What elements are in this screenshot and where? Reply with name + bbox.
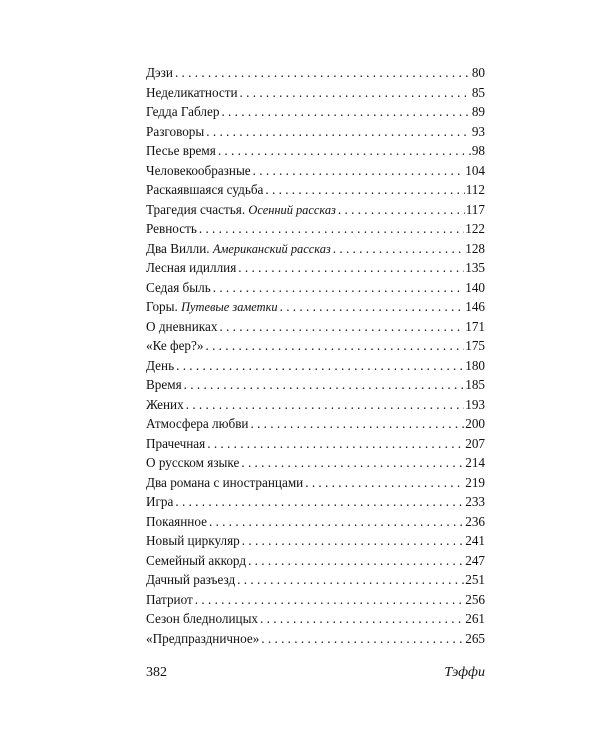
toc-dot-leader (237, 570, 464, 590)
toc-entry-title (146, 395, 184, 415)
toc-dot-leader (176, 356, 464, 376)
toc-entry (146, 609, 485, 629)
toc-entry-page: 251 (465, 572, 485, 587)
toc-entry (146, 473, 485, 493)
toc-entry-page: 89 (471, 104, 485, 119)
toc-entry-main-title: Седая быль (146, 279, 211, 295)
toc-entry (146, 122, 485, 142)
toc-entry-title (146, 492, 173, 512)
table-of-contents (146, 63, 485, 648)
toc-entry (146, 375, 485, 395)
toc-entry-main-title: О дневниках (146, 318, 218, 334)
toc-entry (146, 258, 485, 278)
toc-entry-page: 104 (465, 162, 485, 178)
toc-dot-leader (248, 551, 464, 571)
toc-dot-leader (195, 590, 464, 610)
toc-entry-subtitle: Американский рассказ (212, 241, 331, 256)
toc-entry-page: 214 (465, 455, 485, 470)
toc-entry-main-title: Сезон бледнолицых (146, 611, 259, 626)
toc-entry-title (146, 83, 238, 103)
toc-entry (146, 629, 485, 649)
toc-entry-main-title: «Ке фер?» (146, 338, 204, 353)
toc-entry-main-title: Прачечная (146, 435, 206, 451)
toc-entry (146, 141, 485, 161)
toc-entry-title (146, 414, 248, 434)
toc-entry-page: 122 (465, 221, 485, 236)
toc-entry-page: 219 (465, 474, 485, 490)
toc-entry-title (146, 434, 205, 454)
toc-entry-title (146, 453, 239, 473)
toc-entry-title (146, 512, 207, 532)
toc-entry-main-title: «Предпраздничное» (146, 630, 260, 646)
toc-dot-leader (219, 317, 464, 337)
toc-dot-leader (240, 83, 471, 103)
toc-entry (146, 336, 485, 356)
toc-entry (146, 219, 485, 239)
toc-entry (146, 531, 485, 551)
toc-entry-page: 85 (471, 84, 485, 100)
toc-entry-main-title: Время (146, 377, 182, 392)
toc-entry (146, 180, 485, 200)
toc-entry-main-title: Новый циркуляр (146, 533, 240, 548)
toc-entry-main-title: Горы. (146, 299, 178, 314)
toc-entry-main-title: Патриот (146, 591, 193, 607)
toc-entry-page: 180 (465, 357, 485, 373)
toc-entry-page: 241 (465, 533, 485, 548)
toc-entry-page: 185 (465, 377, 485, 392)
toc-dot-leader (205, 336, 464, 356)
toc-entry-main-title: Два Вилли. (146, 240, 210, 256)
toc-dot-leader (280, 297, 465, 317)
toc-dot-leader (175, 492, 464, 512)
toc-dot-leader (260, 609, 464, 629)
toc-entry-main-title: Лесная идиллия (146, 260, 237, 275)
toc-dot-leader (250, 414, 464, 434)
toc-entry-main-title: Ревность (146, 221, 197, 236)
toc-dot-leader (261, 629, 464, 649)
toc-entry-main-title: Покаянное (146, 513, 207, 529)
toc-entry-main-title: Гедда Габлер (146, 104, 220, 119)
toc-entry-page: 80 (471, 65, 485, 80)
toc-entry-page: 265 (465, 630, 485, 646)
toc-entry-subtitle: Путевые заметки (181, 300, 278, 314)
toc-entry-main-title: Разговоры (146, 123, 205, 139)
toc-entry-page: 171 (465, 318, 485, 334)
toc-entry-page: 261 (465, 611, 485, 626)
toc-entry-main-title: Человекообразные (146, 162, 251, 178)
toc-entry (146, 590, 485, 610)
toc-entry (146, 200, 485, 220)
toc-entry-main-title: Песье время (146, 143, 216, 158)
toc-entry (146, 161, 485, 181)
toc-entry (146, 83, 485, 103)
toc-dot-leader (241, 453, 464, 473)
toc-entry (146, 570, 485, 590)
toc-entry-title (146, 239, 331, 260)
toc-entry-title (146, 122, 204, 142)
toc-entry-page: 146 (465, 299, 485, 314)
toc-entry-page: 93 (471, 123, 485, 139)
toc-entry-main-title: Семейный аккорд (146, 552, 247, 568)
toc-entry-title (146, 356, 174, 376)
toc-entry-main-title: Игра (146, 494, 174, 509)
toc-dot-leader (265, 180, 464, 200)
toc-entry (146, 395, 485, 415)
toc-entry-main-title: Атмосфера любви (146, 416, 249, 431)
toc-dot-leader (305, 473, 464, 493)
toc-entry-page: 128 (465, 240, 485, 256)
toc-entry-title (146, 317, 217, 337)
toc-entry-subtitle: Осенний рассказ (248, 202, 336, 217)
toc-entry-page: 135 (465, 260, 485, 275)
toc-dot-leader (175, 63, 471, 83)
toc-dot-leader (184, 375, 465, 395)
toc-entry-title (146, 161, 251, 181)
toc-entry-title (146, 531, 240, 551)
toc-dot-leader (213, 278, 464, 298)
toc-entry-page: 140 (465, 279, 485, 295)
toc-entry (146, 63, 485, 83)
toc-dot-leader (221, 102, 470, 122)
page-number: 382 (146, 665, 167, 680)
toc-entry-title (146, 200, 336, 221)
toc-entry-main-title: Неделикатности (146, 84, 238, 100)
toc-entry-page: 207 (465, 435, 485, 451)
toc-entry (146, 317, 485, 337)
toc-dot-leader (238, 258, 464, 278)
toc-dot-leader (206, 122, 471, 142)
toc-entry (146, 434, 485, 454)
toc-entry (146, 239, 485, 259)
toc-entry-title (146, 590, 193, 610)
toc-entry (146, 414, 485, 434)
toc-entry-main-title: Трагедия счастья. (146, 201, 246, 217)
toc-entry-page: 112 (465, 182, 485, 197)
toc-entry-page: 247 (465, 552, 485, 568)
toc-entry (146, 512, 485, 532)
toc-entry-main-title: Два романа с иностранцами (146, 474, 304, 490)
toc-entry-title (146, 570, 235, 590)
toc-entry-main-title: Раскаявшаяся судьба (146, 182, 264, 197)
toc-entry-title (146, 141, 216, 161)
toc-entry-main-title: О русском языке (146, 455, 240, 470)
toc-dot-leader (253, 161, 465, 181)
toc-entry-page: 256 (465, 591, 485, 607)
toc-entry-page: 200 (465, 416, 485, 431)
toc-entry-title (146, 258, 236, 278)
toc-entry-main-title: Дачный разъезд (146, 572, 236, 587)
toc-dot-leader (218, 141, 471, 161)
toc-entry (146, 102, 485, 122)
toc-entry-title (146, 297, 278, 318)
toc-entry-page: 175 (465, 338, 485, 353)
toc-entry-page: 233 (465, 494, 485, 509)
toc-entry (146, 492, 485, 512)
toc-entry-title (146, 375, 182, 395)
toc-entry-title (146, 278, 211, 298)
toc-entry-main-title: Дэзи (146, 65, 173, 80)
toc-entry-title (146, 551, 246, 571)
toc-entry-page: 98 (471, 143, 485, 158)
toc-dot-leader (207, 434, 464, 454)
toc-dot-leader (186, 395, 465, 415)
toc-dot-leader (338, 200, 465, 220)
toc-entry-page: 236 (465, 513, 485, 529)
toc-entry (146, 551, 485, 571)
toc-dot-leader (209, 512, 464, 532)
running-footer-author: Тэффи (444, 665, 485, 680)
toc-entry-title (146, 629, 259, 649)
toc-entry-title (146, 63, 173, 83)
toc-entry-title (146, 102, 219, 122)
toc-entry-page: 193 (465, 396, 485, 412)
toc-entry-main-title: Жених (146, 396, 184, 412)
toc-dot-leader (242, 531, 464, 551)
toc-entry-page: 117 (465, 201, 485, 217)
toc-entry-title (146, 336, 203, 356)
toc-entry-title (146, 219, 197, 239)
toc-entry (146, 453, 485, 473)
toc-entry (146, 278, 485, 298)
toc-entry-title (146, 473, 303, 493)
toc-entry-title (146, 180, 263, 200)
toc-entry (146, 356, 485, 376)
toc-dot-leader (199, 219, 464, 239)
toc-dot-leader (333, 239, 464, 259)
toc-entry-main-title: День (146, 357, 175, 373)
toc-entry-title (146, 609, 258, 629)
toc-entry (146, 297, 485, 317)
